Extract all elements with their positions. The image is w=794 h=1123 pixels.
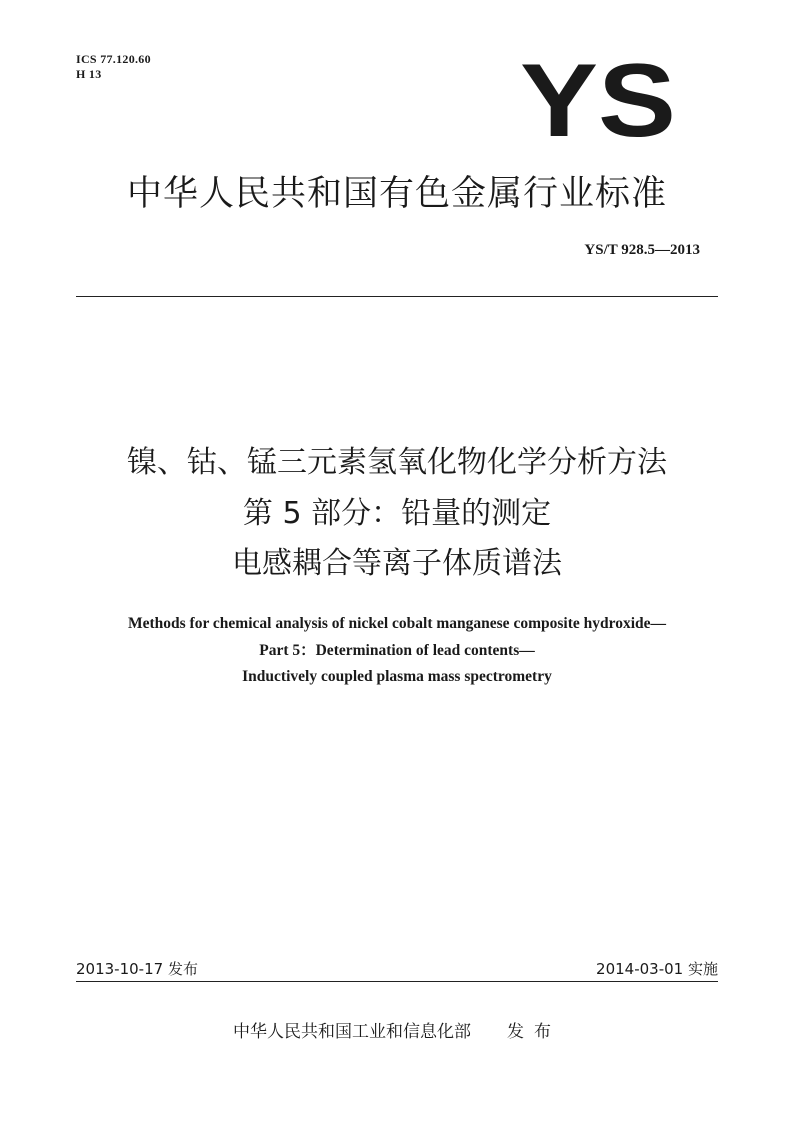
ys-logo bbox=[518, 58, 678, 142]
chinese-title-line-1: 镍、钴、锰三元素氢氧化物化学分析方法 bbox=[127, 445, 667, 480]
ics-code: ICS 77.120.60 bbox=[76, 52, 151, 66]
ys-logo-text: YS bbox=[520, 58, 676, 142]
ccs-code: H 13 bbox=[76, 67, 102, 81]
industry-standard-title: 中华人民共和国有色金属行业标准 bbox=[126, 174, 667, 214]
issue-date: 2013-10-17 发布 bbox=[76, 960, 198, 978]
chinese-title-line-2: 第 5 部分：铅量的测定 bbox=[242, 496, 552, 531]
implementation-date: 2014-03-01 实施 bbox=[596, 960, 718, 978]
classification-codes bbox=[76, 52, 151, 82]
publisher-name: 中华人民共和国工业和信息化部 bbox=[233, 1022, 471, 1042]
english-title-line-2: Part 5：Determination of lead contents— bbox=[259, 642, 535, 659]
footer-divider bbox=[76, 981, 718, 982]
english-title-line-1: Methods for chemical analysis of nickel cobalt manganese composite hydroxide— bbox=[127, 615, 667, 632]
publisher-line bbox=[0, 1022, 794, 1042]
header-divider bbox=[76, 296, 718, 297]
english-title-line-3: Inductively coupled plasma mass spectrometry bbox=[242, 668, 552, 685]
standard-number: YS/T 928.5—2013 bbox=[584, 242, 700, 258]
chinese-title-line-3: 电感耦合等离子体质谱法 bbox=[232, 546, 562, 581]
publisher-action: 发布 bbox=[507, 1022, 561, 1042]
